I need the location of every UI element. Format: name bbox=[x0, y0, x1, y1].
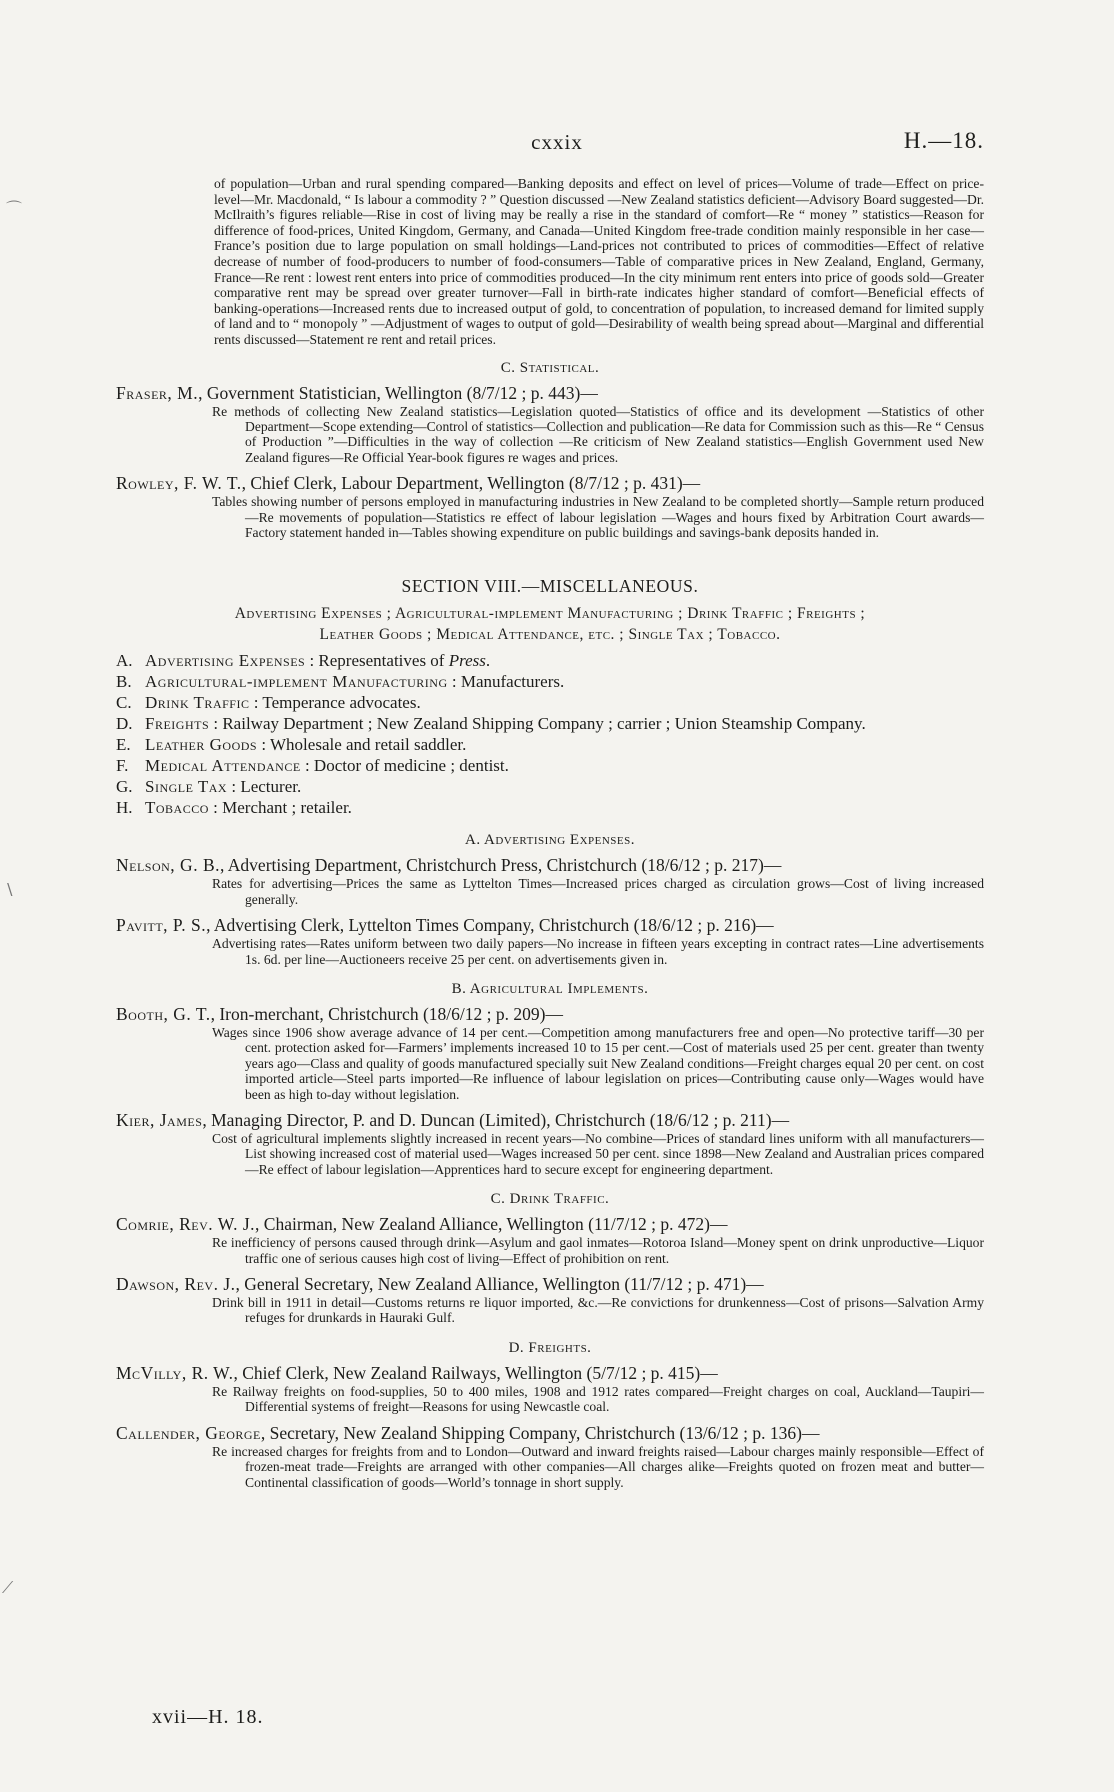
entry bbox=[116, 1423, 984, 1490]
witness-details: , Iron-merchant, Christchurch (18/6/12 ; p. 209)— bbox=[210, 1004, 563, 1024]
list-item: B. Agricultural-implement Manufacturing : Manufacturers. bbox=[116, 672, 565, 692]
section-heading-statistical: C. Statistical. bbox=[500, 359, 600, 376]
witness-details: , Secretary, New Zealand Shipping Company, Christchurch (13/6/12 ; p. 136)— bbox=[260, 1422, 820, 1443]
entry bbox=[116, 855, 984, 907]
witness-details: , Advertising Clerk, Lyttelton Times Company, Christchurch (18/6/12 ; p. 216)— bbox=[206, 915, 774, 936]
entry-summary: Rates for advertising—Prices the same as Lyttelton Times—Increased prices charged as circulation grows—Cost of living increased generally. bbox=[212, 876, 984, 907]
list-item: C. Drink Traffic : Temperance advocates. bbox=[116, 693, 421, 713]
entry bbox=[116, 915, 984, 967]
entry-summary: Drink bill in 1911 in detail—Customs returns re liquor imported, &c.—Re convictions for drunkenness—Cost of prisons—Salvation Army refuges for drunkards in Hauraki Gulf. bbox=[212, 1295, 984, 1326]
margin-mark: ∖ bbox=[4, 882, 15, 899]
witness-details: , Chief Clerk, Labour Department, Wellington (8/7/12 ; p. 431)— bbox=[241, 473, 701, 494]
topics-line: Advertising Expenses ; Agricultural-implement Manufacturing ; Drink Traffic ; Freights ; bbox=[234, 605, 866, 623]
entry bbox=[116, 1363, 984, 1415]
section-heading-freights: D. Freights. bbox=[508, 1339, 592, 1356]
witness-name: Nelson, G. B. bbox=[116, 855, 220, 876]
topics-line: Leather Goods ; Medical Attendance, etc. ; Single Tax ; Tobacco. bbox=[319, 626, 781, 644]
entry bbox=[116, 1214, 984, 1266]
witness-details: , Chief Clerk, New Zealand Railways, Wellington (5/7/12 ; p. 415)— bbox=[233, 1362, 718, 1383]
witness-name: McVilly, R. W. bbox=[116, 1362, 234, 1383]
section-title: SECTION VIII.—MISCELLANEOUS. bbox=[401, 576, 699, 597]
entry-summary: Tables showing number of persons employed in manufacturing industries in New Zealand to be completed shortly—Sample return produced—Re movements of population—Statistics re effect of labour legislation —Wages and hours fixed by Arbitration Court awards—Factory statement handed in—Tables showing expenditure on public buildings and savings-bank deposits handed in. bbox=[212, 494, 984, 540]
section-heading-drink: C. Drink Traffic. bbox=[490, 1191, 610, 1208]
witness-category-list bbox=[116, 650, 984, 818]
witness-name: Kier, James bbox=[116, 1110, 203, 1131]
margin-mark: ⟋ bbox=[2, 1580, 14, 1597]
entry-summary: Re inefficiency of persons caused through drink—Asylum and gaol inmates—Rotoroa Island—Money spent on drink unproductive—Liquor traffic one of serious causes high cost of living—Effect of prohibition on rent. bbox=[212, 1235, 984, 1266]
list-item: F. Medical Attendance : Doctor of medicine ; dentist. bbox=[116, 756, 509, 776]
page-number: cxxix bbox=[531, 130, 583, 154]
witness-name: Rowley, F. W. T. bbox=[116, 473, 242, 494]
witness-details: , Chairman, New Zealand Alliance, Wellington (11/7/12 ; p. 472)— bbox=[255, 1214, 728, 1235]
signature-mark: xvii—H. 18. bbox=[152, 1706, 264, 1728]
entry-summary: Cost of agricultural implements slightly increased in recent years—No combine—Prices of standard lines uniform with all manufacturers—List showing increased cost of material used—Wages increased 50 per cent. since 1898—New Zealand and Australian prices compared—Re effect of labour legislation—Apprentices hard to secure except for engineering department. bbox=[212, 1131, 984, 1177]
witness-name: Comrie, Rev. W. J. bbox=[116, 1214, 256, 1235]
entry bbox=[116, 1110, 984, 1177]
margin-mark: ⌒ bbox=[6, 201, 23, 218]
witness-details: , Managing Director, P. and D. Duncan (Limited), Christchurch (18/6/12 ; p. 211)— bbox=[202, 1110, 790, 1131]
list-item: E. Leather Goods : Wholesale and retail saddler. bbox=[116, 735, 467, 755]
entry bbox=[116, 473, 984, 540]
witness-name: Callender, George bbox=[116, 1422, 261, 1443]
section-heading-advertising: A. Advertising Expenses. bbox=[464, 832, 635, 849]
witness-details: , Government Statistician, Wellington (8/7/12 ; p. 443)— bbox=[198, 382, 598, 403]
witness-name: Pavitt, P. S. bbox=[116, 915, 207, 936]
section-heading-agricultural: B. Agricultural Implements. bbox=[451, 981, 649, 997]
entry-summary: Advertising rates—Rates uniform between two daily papers—No increase in fifteen years excepting in contract rates—Line advertisements 1s. 6d. per line—Auctioneers receive 25 per cent. on advertisements given in. bbox=[212, 936, 984, 967]
list-item: A. Advertising Expenses : Representatives of Press. bbox=[116, 651, 491, 671]
intro-paragraph: of population—Urban and rural spending compared—Banking deposits and effect on level of prices—Volume of trade—Effect on price-level—Mr. Macdonald, “ Is labour a commodity ? ” Question discussed —New Zealand statistics deficient—Advisory Board suggested—Dr. McIlraith’s figures reliable—Rise in cost of living may be really a rise in the standard of comfort—Re “ money ” statistics—Reason for difference of food-prices, United Kingdom, Germany, and Canada—United Kingdom free-trade condition mainly responsible in her case—France’s position due to large population on small holdings—Land-prices not contributed to prices of commodities—Effect of relative decrease of number of food-producers to number of food-consumers—Table of comparative prices in New Zealand, England, Germany, France—Re rent : lowest rent enters into price of commodities produced—In the city minimum rent enters into price of goods sold—Greater comparative rent may be spread over greater turnover—Fall in birth-rate indicates higher standard of comfort—Beneficial effects of banking-operations—Increased rents due to increased output of gold, to concentration of population, to increased demand for limited supply of land and to “ monopoly ” —Adjustment of wages to output of gold—Desirability of wealth being spread about—Marginal and differential rents discussed—Statement re rent and retail prices. bbox=[214, 176, 984, 347]
list-item: G. Single Tax : Lecturer. bbox=[116, 777, 302, 797]
entry bbox=[116, 1274, 984, 1326]
entry-summary: Re methods of collecting New Zealand statistics—Legislation quoted—Statistics of office and its development —Statistics of other Department—Scope extending—Control of statistics—Collection and publication—Re data for Commission such as this—Re “ Census of Production ”—Difficulties in the way of collection —Re criticism of New Zealand statistics—English Government used New Zealand figures—Re Official Year-book figures re wages and prices. bbox=[212, 403, 984, 465]
witness-details: , General Secretary, New Zealand Alliance, Wellington (11/7/12 ; p. 471)— bbox=[235, 1274, 764, 1295]
entry-summary: Re Railway freights on food-supplies, 50 to 400 miles, 1908 and 1912 rates compared—Freight charges on coal, Auckland—Taupiri—Differential systems of freight—Reasons for using Newcastle coal. bbox=[212, 1383, 984, 1415]
document-reference: H.—18. bbox=[903, 128, 984, 153]
list-item: H. Tobacco : Merchant ; retailer. bbox=[116, 798, 352, 818]
list-item: D. Freights : Railway Department ; New Zealand Shipping Company ; carrier ; Union Steamship Company. bbox=[116, 714, 866, 734]
witness-name: Fraser, M. bbox=[116, 382, 199, 403]
witness-name: Booth, G. T. bbox=[116, 1004, 211, 1024]
main-column bbox=[116, 176, 984, 1498]
witness-details: , Advertising Department, Christchurch Press, Christchurch (18/6/12 ; p. 217)— bbox=[220, 855, 782, 876]
entry-summary: Re increased charges for freights from and to London—Outward and inward freights raised—Labour charges mainly responsible—Effect of frozen-meat trade—Freights are arranged with other companies—All charges alike—Freights quoted on frozen meat and butter—Continental classification of goods—World’s tonnage in short supply. bbox=[212, 1443, 984, 1490]
entry bbox=[116, 1004, 984, 1102]
entry bbox=[116, 383, 984, 466]
witness-name: Dawson, Rev. J. bbox=[116, 1274, 236, 1295]
entry-summary: Wages since 1906 show average advance of 14 per cent.—Competition among manufacturers free and open—No protective tariff—30 per cent. protection asked for—Farmers’ implements increased 10 to 15 per cent.—Cost of materials used 25 per cent. greater than twenty years ago—Class and quality of goods manufactured specially suit New Zealand conditions—Freight charges equal 20 per cent. on cost imported article—Steel parts imported—Re influence of labour legislation on prices—Contributing cause only—Wages would have been as high to-day without legislation. bbox=[212, 1025, 984, 1102]
